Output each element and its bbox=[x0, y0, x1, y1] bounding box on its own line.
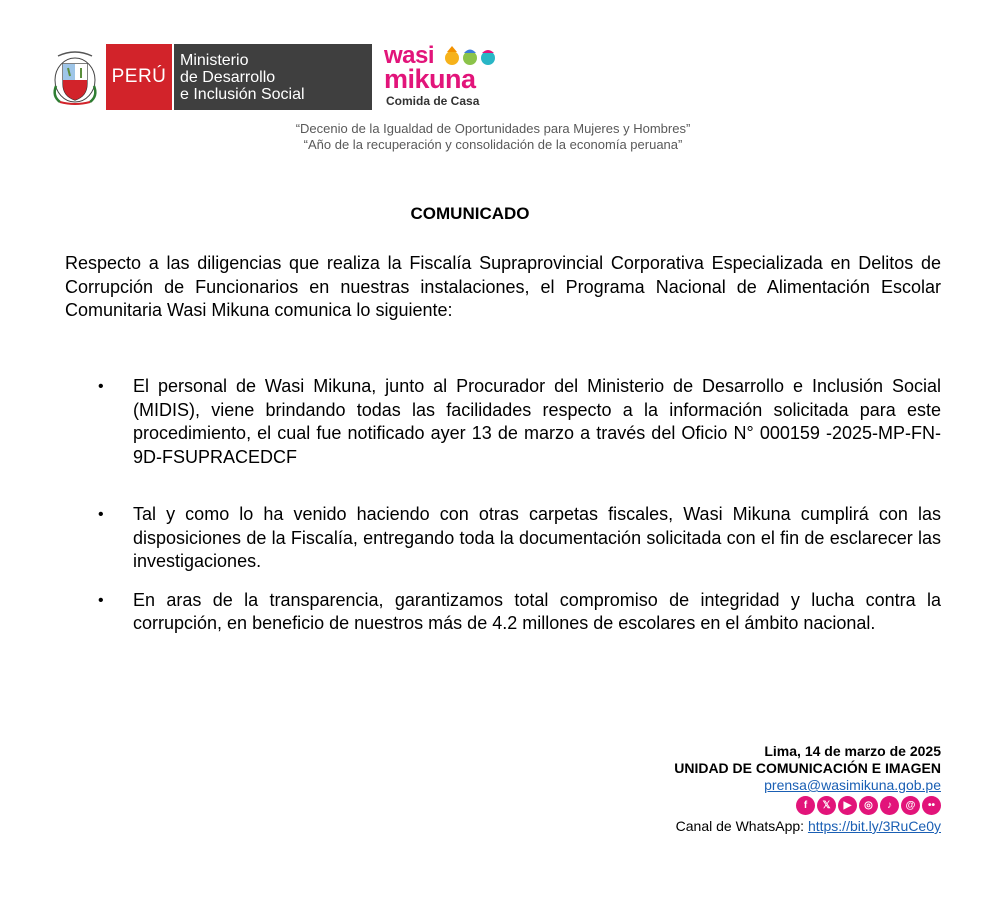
ministry-line-2: de Desarrollo bbox=[180, 68, 276, 86]
youtube-icon[interactable]: ▶ bbox=[838, 796, 857, 815]
logo-word-wasi: wasi bbox=[384, 42, 435, 69]
logo-tagline: Comida de Casa bbox=[386, 94, 480, 108]
intro-paragraph: Respecto a las diligencias que realiza la Fiscalía Supraprovincial Corporativa Especializada en Delitos de Corrupción de Funcionarios en nuestras instalaciones, el Programa Nacional de Alimentación Escolar Comunitaria Wasi Mikuna comunica lo siguiente: bbox=[65, 253, 941, 320]
peru-coat-of-arms-icon bbox=[50, 46, 100, 108]
motto-1: “Decenio de la Igualdad de Oportunidades para Mujeres y Hombres” bbox=[295, 121, 691, 136]
bullet-icon: • bbox=[98, 506, 104, 523]
document-title: COMUNICADO bbox=[410, 204, 530, 223]
instagram-icon[interactable]: ◎ bbox=[859, 796, 878, 815]
motto-2: “Año de la recuperación y consolidación de la economía peruana” bbox=[303, 137, 683, 152]
x-icon[interactable]: 𝕏 bbox=[817, 796, 836, 815]
threads-icon[interactable]: @ bbox=[901, 796, 920, 815]
bullet-text-1: El personal de Wasi Mikuna, junto al Procurador del Ministerio de Desarrollo e Inclusión Social (MIDIS), viene brindando todas las facilidades respecto a la información solicitada para este procedimiento, el cual fue notificado ayer 13 de marzo a través del Oficio N° 000159 -2025-MP-FN-9D-FSUPRACEDCF bbox=[133, 376, 941, 467]
ministry-line-3: e Inclusión Social bbox=[180, 85, 305, 103]
email-link[interactable]: prensa@wasimikuna.gob.pe bbox=[764, 777, 941, 793]
list-item bbox=[65, 375, 941, 469]
list-item bbox=[65, 503, 941, 574]
list-item bbox=[65, 589, 941, 636]
date-line: Lima, 14 de marzo de 2025 bbox=[764, 743, 941, 759]
tiktok-icon[interactable]: ♪ bbox=[880, 796, 899, 815]
bullet-text-2: Tal y como lo ha venido haciendo con otras carpetas fiscales, Wasi Mikuna cumplirá con las disposiciones de la Fiscalía, entregando toda la documentación solicitada con el fin de esclarecer las investigaciones. bbox=[133, 504, 941, 571]
social-icons bbox=[674, 796, 941, 815]
whatsapp-label: Canal de WhatsApp: bbox=[675, 818, 808, 834]
flickr-icon[interactable]: •• bbox=[922, 796, 941, 815]
whatsapp-link[interactable]: https://bit.ly/3RuCe0y bbox=[807, 818, 941, 834]
ministry-label-box bbox=[172, 44, 372, 110]
signature-block bbox=[674, 743, 941, 835]
wasi-mikuna-logo bbox=[384, 44, 504, 110]
peru-label: PERÚ bbox=[111, 66, 167, 87]
header-logos bbox=[50, 44, 504, 110]
whatsapp-line bbox=[674, 818, 941, 835]
ministry-line-1: Ministerio bbox=[180, 51, 249, 69]
facebook-icon[interactable]: f bbox=[796, 796, 815, 815]
bullet-text-3: En aras de la transparencia, garantizamos total compromiso de integridad y lucha contra la corrupción, en beneficio de nuestros más de 4.2 millones de escolares en el ámbito nacional. bbox=[133, 589, 941, 633]
unit-name: UNIDAD DE COMUNICACIÓN E IMAGEN bbox=[674, 760, 941, 776]
bullet-list bbox=[65, 375, 941, 636]
peru-label-box bbox=[106, 44, 172, 110]
logo-word-mikuna: mikuna bbox=[384, 64, 476, 94]
bullet-icon: • bbox=[98, 591, 104, 609]
mottos-block bbox=[0, 121, 1001, 153]
bullet-icon: • bbox=[98, 378, 104, 395]
